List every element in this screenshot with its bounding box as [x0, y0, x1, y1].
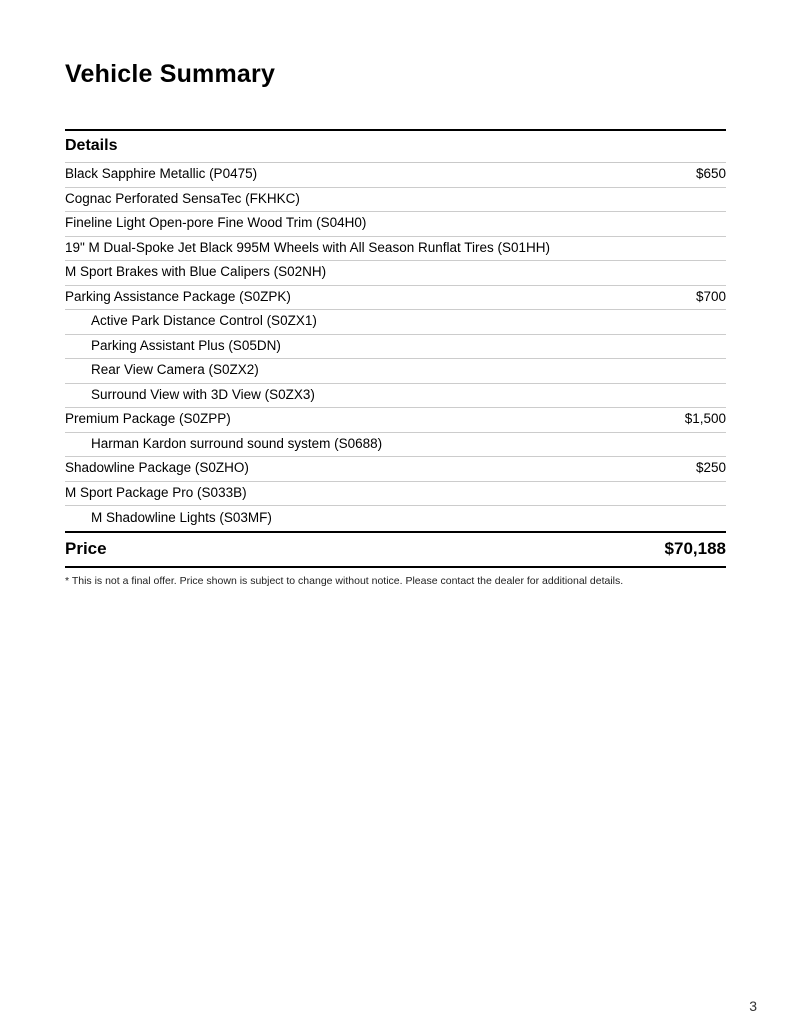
detail-row-label: Parking Assistance Package (S0ZPK) — [65, 288, 291, 304]
detail-row — [65, 457, 726, 482]
details-section-header: Details — [65, 129, 726, 163]
details-rows — [65, 163, 726, 531]
page-number: 3 — [749, 998, 757, 1014]
page-title: Vehicle Summary — [65, 60, 276, 88]
detail-row-label: Cognac Perforated SensaTec (FKHKC) — [65, 190, 300, 206]
price-total-row — [65, 531, 726, 568]
detail-row — [65, 163, 726, 188]
price-total-value: $70,188 — [664, 538, 726, 558]
detail-row — [65, 359, 726, 384]
detail-row — [65, 506, 726, 531]
detail-row-label: M Sport Package Pro (S033B) — [65, 484, 247, 500]
detail-row-label: Premium Package (S0ZPP) — [65, 411, 231, 427]
detail-row-label: 19" M Dual-Spoke Jet Black 995M Wheels with All Season Runflat Tires (S01HH) — [65, 239, 550, 255]
detail-row-label: M Sport Brakes with Blue Calipers (S02NH) — [65, 264, 327, 280]
detail-row-label: Shadowline Package (S0ZHO) — [65, 460, 249, 476]
detail-row — [65, 286, 726, 311]
detail-row-price: $650 — [695, 166, 726, 182]
detail-row — [65, 482, 726, 507]
detail-row — [65, 384, 726, 409]
detail-row — [65, 212, 726, 237]
detail-row — [65, 188, 726, 213]
detail-row-label: Active Park Distance Control (S0ZX1) — [91, 313, 317, 329]
price-total-label: Price — [65, 538, 107, 558]
detail-row-price: $250 — [695, 460, 726, 476]
detail-row — [65, 261, 726, 286]
detail-row — [65, 408, 726, 433]
details-section — [65, 129, 726, 587]
detail-row-label: Rear View Camera (S0ZX2) — [91, 362, 259, 378]
detail-row — [65, 237, 726, 262]
detail-row-label: Harman Kardon surround sound system (S0688) — [91, 435, 383, 451]
detail-row — [65, 433, 726, 458]
detail-row-price: $700 — [695, 288, 726, 304]
detail-row-label: Parking Assistant Plus (S05DN) — [91, 337, 281, 353]
detail-row — [65, 310, 726, 335]
price-disclaimer: * This is not a final offer. Price shown is subject to change without notice. Please contact the dealer for additional details. — [65, 574, 624, 587]
detail-row-price: $1,500 — [684, 411, 726, 427]
detail-row-label: Fineline Light Open-pore Fine Wood Trim (S04H0) — [65, 215, 367, 231]
detail-row-label: Surround View with 3D View (S0ZX3) — [91, 386, 315, 402]
detail-row-label: M Shadowline Lights (S03MF) — [91, 509, 272, 525]
detail-row — [65, 335, 726, 360]
detail-row-label: Black Sapphire Metallic (P0475) — [65, 166, 258, 182]
